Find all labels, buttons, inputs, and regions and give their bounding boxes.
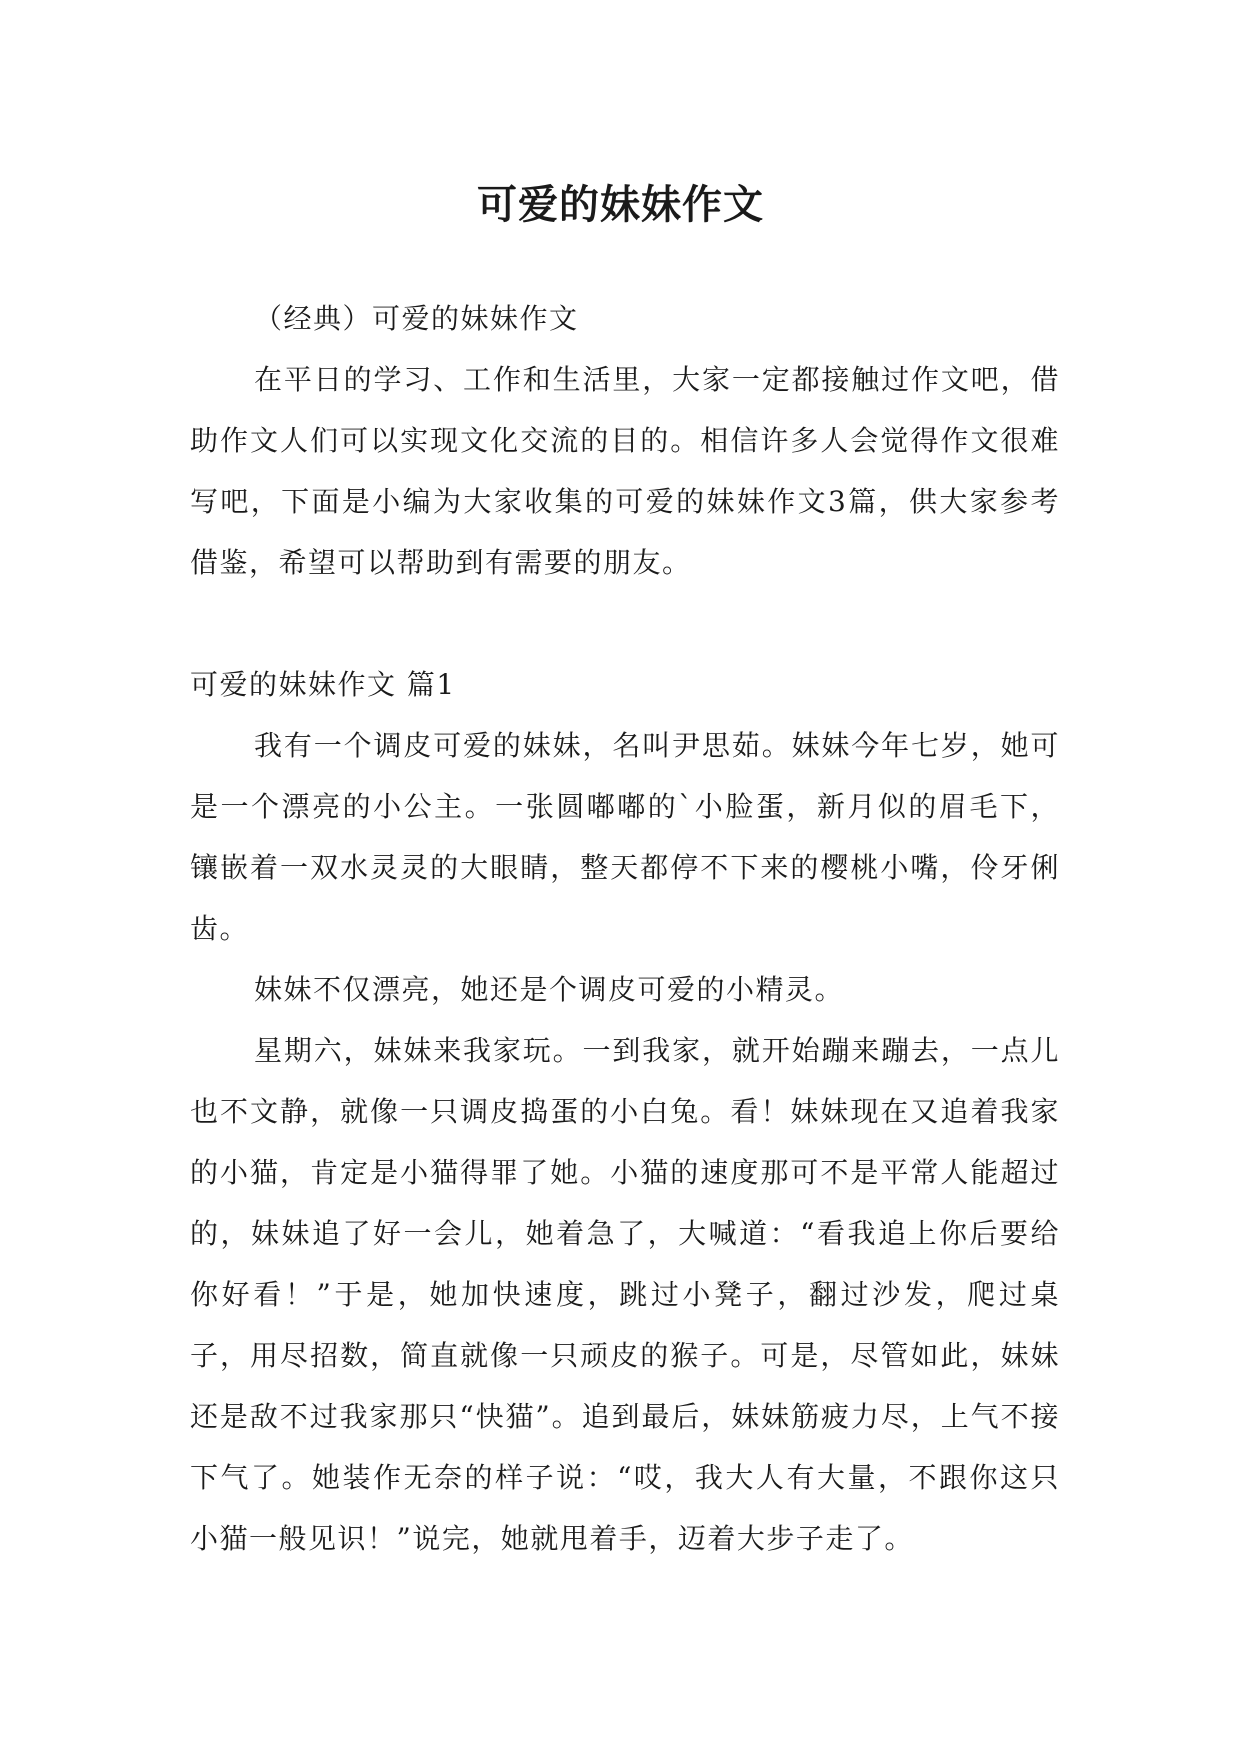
document-body: [190, 288, 1060, 1569]
section-heading: 可爱的妹妹作文 篇1: [190, 668, 456, 701]
body-paragraph: 星期六，妹妹来我家玩。一到我家，就开始蹦来蹦去，一点儿也不文静，就像一只调皮捣蛋的小白兔。看！妹妹现在又追着我家的小猫，肯定是小猫得罪了她。小猫的速度那可不是平常人能超过的，妹妹追了好一会儿，她着急了，大喊道：“看我追上你后要给你好看！”于是，她加快速度，跳过小凳子，翻过沙发，爬过桌子，用尽招数，简直就像一只顽皮的猴子。可是，尽管如此，妹妹还是敌不过我家那只“快猫”。追到最后，妹妹筋疲力尽，上气不接下气了。她装作无奈的样子说：“哎，我大人有大量，不跟你这只小猫一般见识！”说完，她就甩着手，迈着大步子走了。: [190, 1034, 1060, 1555]
intro-paragraph: 在平日的学习、工作和生活里，大家一定都接触过作文吧，借助作文人们可以实现文化交流的目的。相信许多人会觉得作文很难写吧，下面是小编为大家收集的可爱的妹妹作文3篇，供大家参考借鉴，希望可以帮助到有需要的朋友。: [190, 363, 1060, 579]
document-subtitle: （经典）可爱的妹妹作文: [254, 302, 579, 335]
body-paragraph: 我有一个调皮可爱的妹妹，名叫尹思茹。妹妹今年七岁，她可是一个漂亮的小公主。一张圆嘟嘟的`小脸蛋，新月似的眉毛下，镶嵌着一双水灵灵的大眼睛，整天都停不下来的樱桃小嘴，伶牙俐齿。: [190, 729, 1060, 945]
document-title: 可爱的妹妹作文: [477, 181, 764, 228]
body-paragraph: 妹妹不仅漂亮，她还是个调皮可爱的小精灵。: [254, 973, 845, 1006]
